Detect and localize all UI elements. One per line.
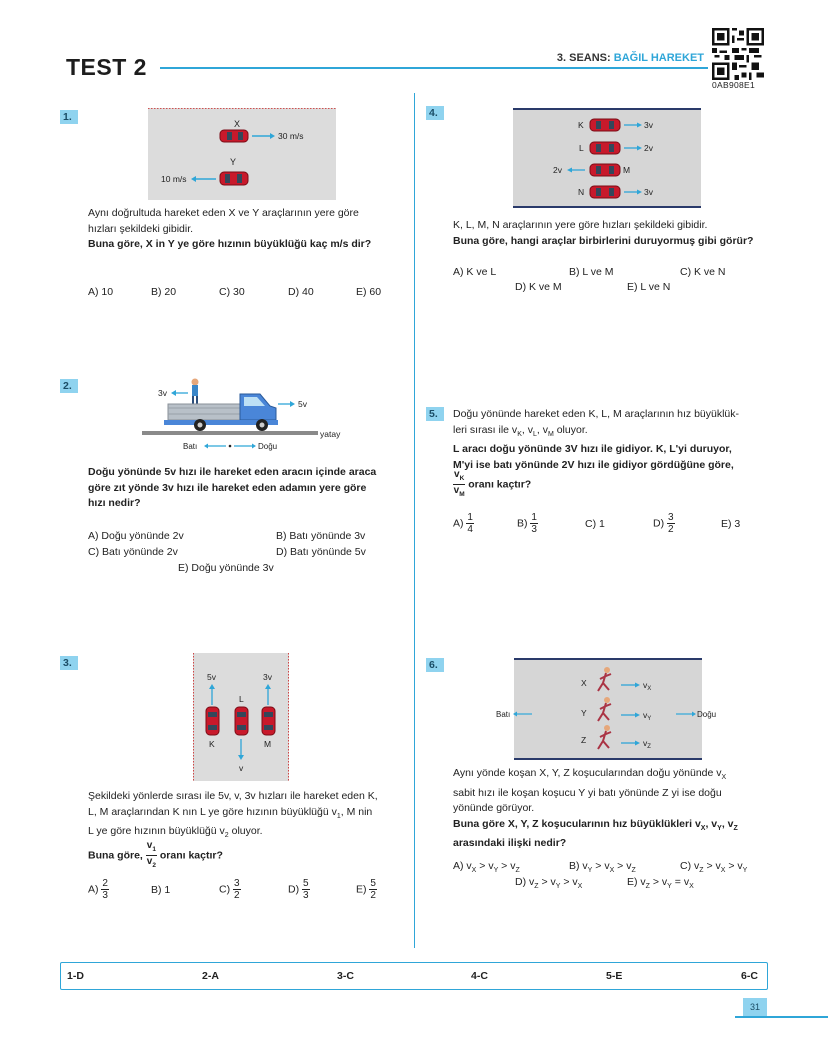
q1-option-e[interactable]: E) 60 <box>356 286 382 298</box>
question-number-3: 3. <box>60 656 78 670</box>
q2-west-label: Batı <box>183 442 198 451</box>
page-number-underline <box>735 1016 828 1018</box>
q4-option-d[interactable]: D) K ve M <box>515 281 562 293</box>
q5-text-line1: Doğu yönünde hareket eden K, L, M araçlarının hız büyüklük- <box>453 408 740 420</box>
qr-code-icon[interactable] <box>712 28 764 80</box>
q4-option-e[interactable]: E) L ve N <box>627 281 671 293</box>
svg-text:vZ: $v_Z$ <box>643 738 651 750</box>
answer-2: 2-A <box>202 970 219 982</box>
answer-4: 4-C <box>471 970 488 982</box>
ground <box>142 431 318 435</box>
session-prefix: 3. SEANS: <box>556 52 611 64</box>
q3-figure <box>193 653 289 781</box>
q6-option-b[interactable]: B) $v_Y > v_X > v_Z$ <box>569 860 636 875</box>
q3-option-e[interactable]: E) $\frac{5}{2}$ <box>356 878 376 901</box>
q5-question: $\frac{v_K}{v_M}$ oranı kaçtır? <box>453 469 532 498</box>
q6-option-d[interactable]: D) $v_Z > v_Y > v_X$ <box>515 876 583 891</box>
q1-label-y: Y <box>230 157 237 167</box>
q4-text-line1: K, L, M, N araçlarının yere göre hızları şekildeki gibidir. <box>453 219 708 231</box>
q2-text-line1: Doğu yönünde 5v hızı ile hareket eden aracın içinde araca <box>88 466 377 478</box>
q3-text-line1: Şekildeki yönlerde sırası ile 5v, v, 3v hızları ile hareket eden K, <box>88 790 378 802</box>
q3-car-l <box>235 707 248 735</box>
q1-figure <box>148 108 336 200</box>
q6-bold-line1: Buna göre X, Y, Z koşucularının hız büyüklükleri $v_X$, $v_Y$, $v_Z$ <box>453 817 738 832</box>
q3-option-a[interactable]: A) $\frac{2}{3}$ <box>88 878 108 901</box>
q3-question: Buna göre, $\frac{v_1}{v_2}$ oranı kaçtır? <box>88 840 223 869</box>
q6-text <box>453 766 773 852</box>
q2-text-line3: hızı nedir? <box>88 497 141 509</box>
question-number-2: 2. <box>60 379 78 393</box>
q4-option-c[interactable]: C) K ve N <box>680 266 726 278</box>
q6-option-c[interactable]: C) $v_Z > v_X > v_Y$ <box>680 860 748 875</box>
q1-question: Buna göre, X in Y ye göre hızının büyüklüğü kaç m/s dir? <box>88 238 372 250</box>
q2-ground-label: yatay <box>320 429 341 439</box>
answer-3: 3-C <box>337 970 354 982</box>
session-label <box>557 52 704 64</box>
q1-option-b[interactable]: B) 20 <box>151 286 177 298</box>
q2-text-line2: göre zıt yönde 3v hızı ile hareket eden adamın yere göre <box>88 481 367 494</box>
q5-text <box>453 407 773 473</box>
q4-option-b[interactable]: B) L ve M <box>569 266 614 278</box>
q4-figure <box>513 108 701 208</box>
q5-option-c[interactable]: C) 1 <box>585 518 605 530</box>
q2-east-label: Doğu <box>258 442 278 451</box>
truck-bed <box>168 404 240 420</box>
q6-text-line3: yönünde görüyor. <box>453 802 535 815</box>
q5-option-e[interactable]: E) 3 <box>721 518 741 530</box>
page-number: 31 <box>743 998 767 1016</box>
svg-text:2v: 2v <box>644 143 653 153</box>
answer-key <box>60 962 768 990</box>
q3-option-b[interactable]: B) 1 <box>151 884 171 896</box>
question-number-6: 6. <box>426 658 444 672</box>
q6-west-label: Batı <box>496 710 511 719</box>
question-number-4: 4. <box>426 106 444 120</box>
svg-text:L: L <box>579 143 584 153</box>
q2-option-e[interactable]: E) Doğu yönünde 3v <box>178 562 274 574</box>
q2-option-b[interactable]: B) Batı yönünde 3v <box>276 530 366 542</box>
q4-question: Buna göre, hangi araçlar birbirlerini duruyormuş gibi görür? <box>453 234 754 247</box>
q3-car-m <box>262 707 275 735</box>
q5-option-a[interactable]: A) $\frac{1}{4}$ <box>453 512 473 535</box>
q3-text <box>88 789 408 844</box>
q2-option-a[interactable]: A) Doğu yönünde 2v <box>88 530 184 542</box>
q6-east-label: Doğu <box>697 710 717 719</box>
q1-text-line1: Aynı doğrultuda hareket eden X ve Y araçlarının yere göre <box>88 207 359 219</box>
q3-l-speed: v <box>239 763 244 773</box>
answer-5: 5-E <box>606 970 623 982</box>
svg-text:3v: 3v <box>644 120 653 130</box>
q1-car-x <box>220 130 248 142</box>
q3-k-label: K <box>209 739 215 749</box>
q6-option-e[interactable]: E) $v_Z > v_Y = v_X$ <box>627 876 694 891</box>
test-title: TEST 2 <box>66 54 147 80</box>
q2-option-d[interactable]: D) Batı yönünde 5v <box>276 546 366 558</box>
q5-bold-line2: M'yi ise batı yönünde 2V hızı ile gidiyor gördüğüne göre, <box>453 458 734 471</box>
qr-code-label: 0AB908E1 <box>712 80 756 90</box>
q3-m-label: M <box>264 739 272 749</box>
q1-speed-x: 30 m/s <box>278 131 304 141</box>
q5-bold-line1: L aracı doğu yönünde 3V hızı ile gidiyor. K, L'yi duruyor, <box>453 443 732 456</box>
q1-speed-y: 10 m/s <box>161 174 187 184</box>
q3-text-line2: L, M araçlarından K nın L ye göre hızının büyüklüğü $v_1$, M nin <box>88 805 373 820</box>
question-number-1: 1. <box>60 110 78 124</box>
q1-car-y <box>220 172 248 185</box>
q2-truck-speed: 5v <box>298 399 307 409</box>
svg-text:K: K <box>578 120 584 130</box>
q1-label-x: X <box>234 119 241 129</box>
session-underline <box>560 67 708 69</box>
svg-text:N: N <box>578 187 585 197</box>
q2-text <box>88 465 408 512</box>
q6-option-a[interactable]: A) $v_X > v_Y > v_Z$ <box>453 860 520 875</box>
man-icon <box>192 379 199 386</box>
question-number-5: 5. <box>426 407 444 421</box>
svg-text:vX: $v_X$ <box>643 680 652 692</box>
q5-text-line2: leri sırası ile $v_K$, $v_L$, $v_M$ oluyor. <box>453 423 588 438</box>
q6-bold-line2: arasındaki ilişki nedir? <box>453 837 567 850</box>
q1-option-c[interactable]: C) 30 <box>219 286 245 298</box>
q6-figure <box>490 658 730 760</box>
svg-text:Y: Y <box>581 708 587 718</box>
svg-text:Z: Z <box>581 735 587 745</box>
q1-option-d[interactable]: D) 40 <box>288 286 314 298</box>
q3-option-d[interactable]: D) $\frac{5}{3}$ <box>288 878 309 901</box>
answer-1: 1-D <box>67 970 84 982</box>
q1-text <box>88 206 408 253</box>
q3-m-speed: 3v <box>263 672 272 682</box>
q5-option-d[interactable]: D) $\frac{3}{2}$ <box>653 512 674 535</box>
session-topic: BAĞIL HAREKET <box>613 52 704 64</box>
q4-option-a[interactable]: A) K ve L <box>453 266 497 278</box>
svg-text:3v: 3v <box>644 187 653 197</box>
q6-text-line1: Aynı yönde koşan X, Y, Z koşucularından doğu yönünde $v_X$ <box>453 767 727 782</box>
column-divider <box>414 93 415 948</box>
q6-text-line2: sabit hızı ile koşan koşucu Y yi batı yönünde Z yi ise doğu <box>453 786 722 799</box>
q2-figure <box>138 374 348 454</box>
q3-car-k <box>206 707 219 735</box>
q2-option-c[interactable]: C) Batı yönünde 2v <box>88 546 178 558</box>
q5-option-b[interactable]: B) $\frac{1}{3}$ <box>517 512 537 535</box>
svg-text:2v: 2v <box>553 165 562 175</box>
svg-text:M: M <box>623 165 631 175</box>
q3-text-line3: L ye göre hızının büyüklüğü $v_2$ oluyor. <box>88 825 263 840</box>
q4-text <box>453 218 773 249</box>
q3-l-label: L <box>239 694 244 704</box>
answer-6: 6-C <box>741 970 758 982</box>
q3-k-speed: 5v <box>207 672 216 682</box>
q2-man-speed: 3v <box>158 388 167 398</box>
q1-text-line2: hızları şekildeki gibidir. <box>88 222 194 235</box>
svg-text:X: X <box>581 678 587 688</box>
svg-text:vY: $v_Y$ <box>643 710 652 722</box>
q1-option-a[interactable]: A) 10 <box>88 286 114 298</box>
q3-option-c[interactable]: C) $\frac{3}{2}$ <box>219 878 240 901</box>
